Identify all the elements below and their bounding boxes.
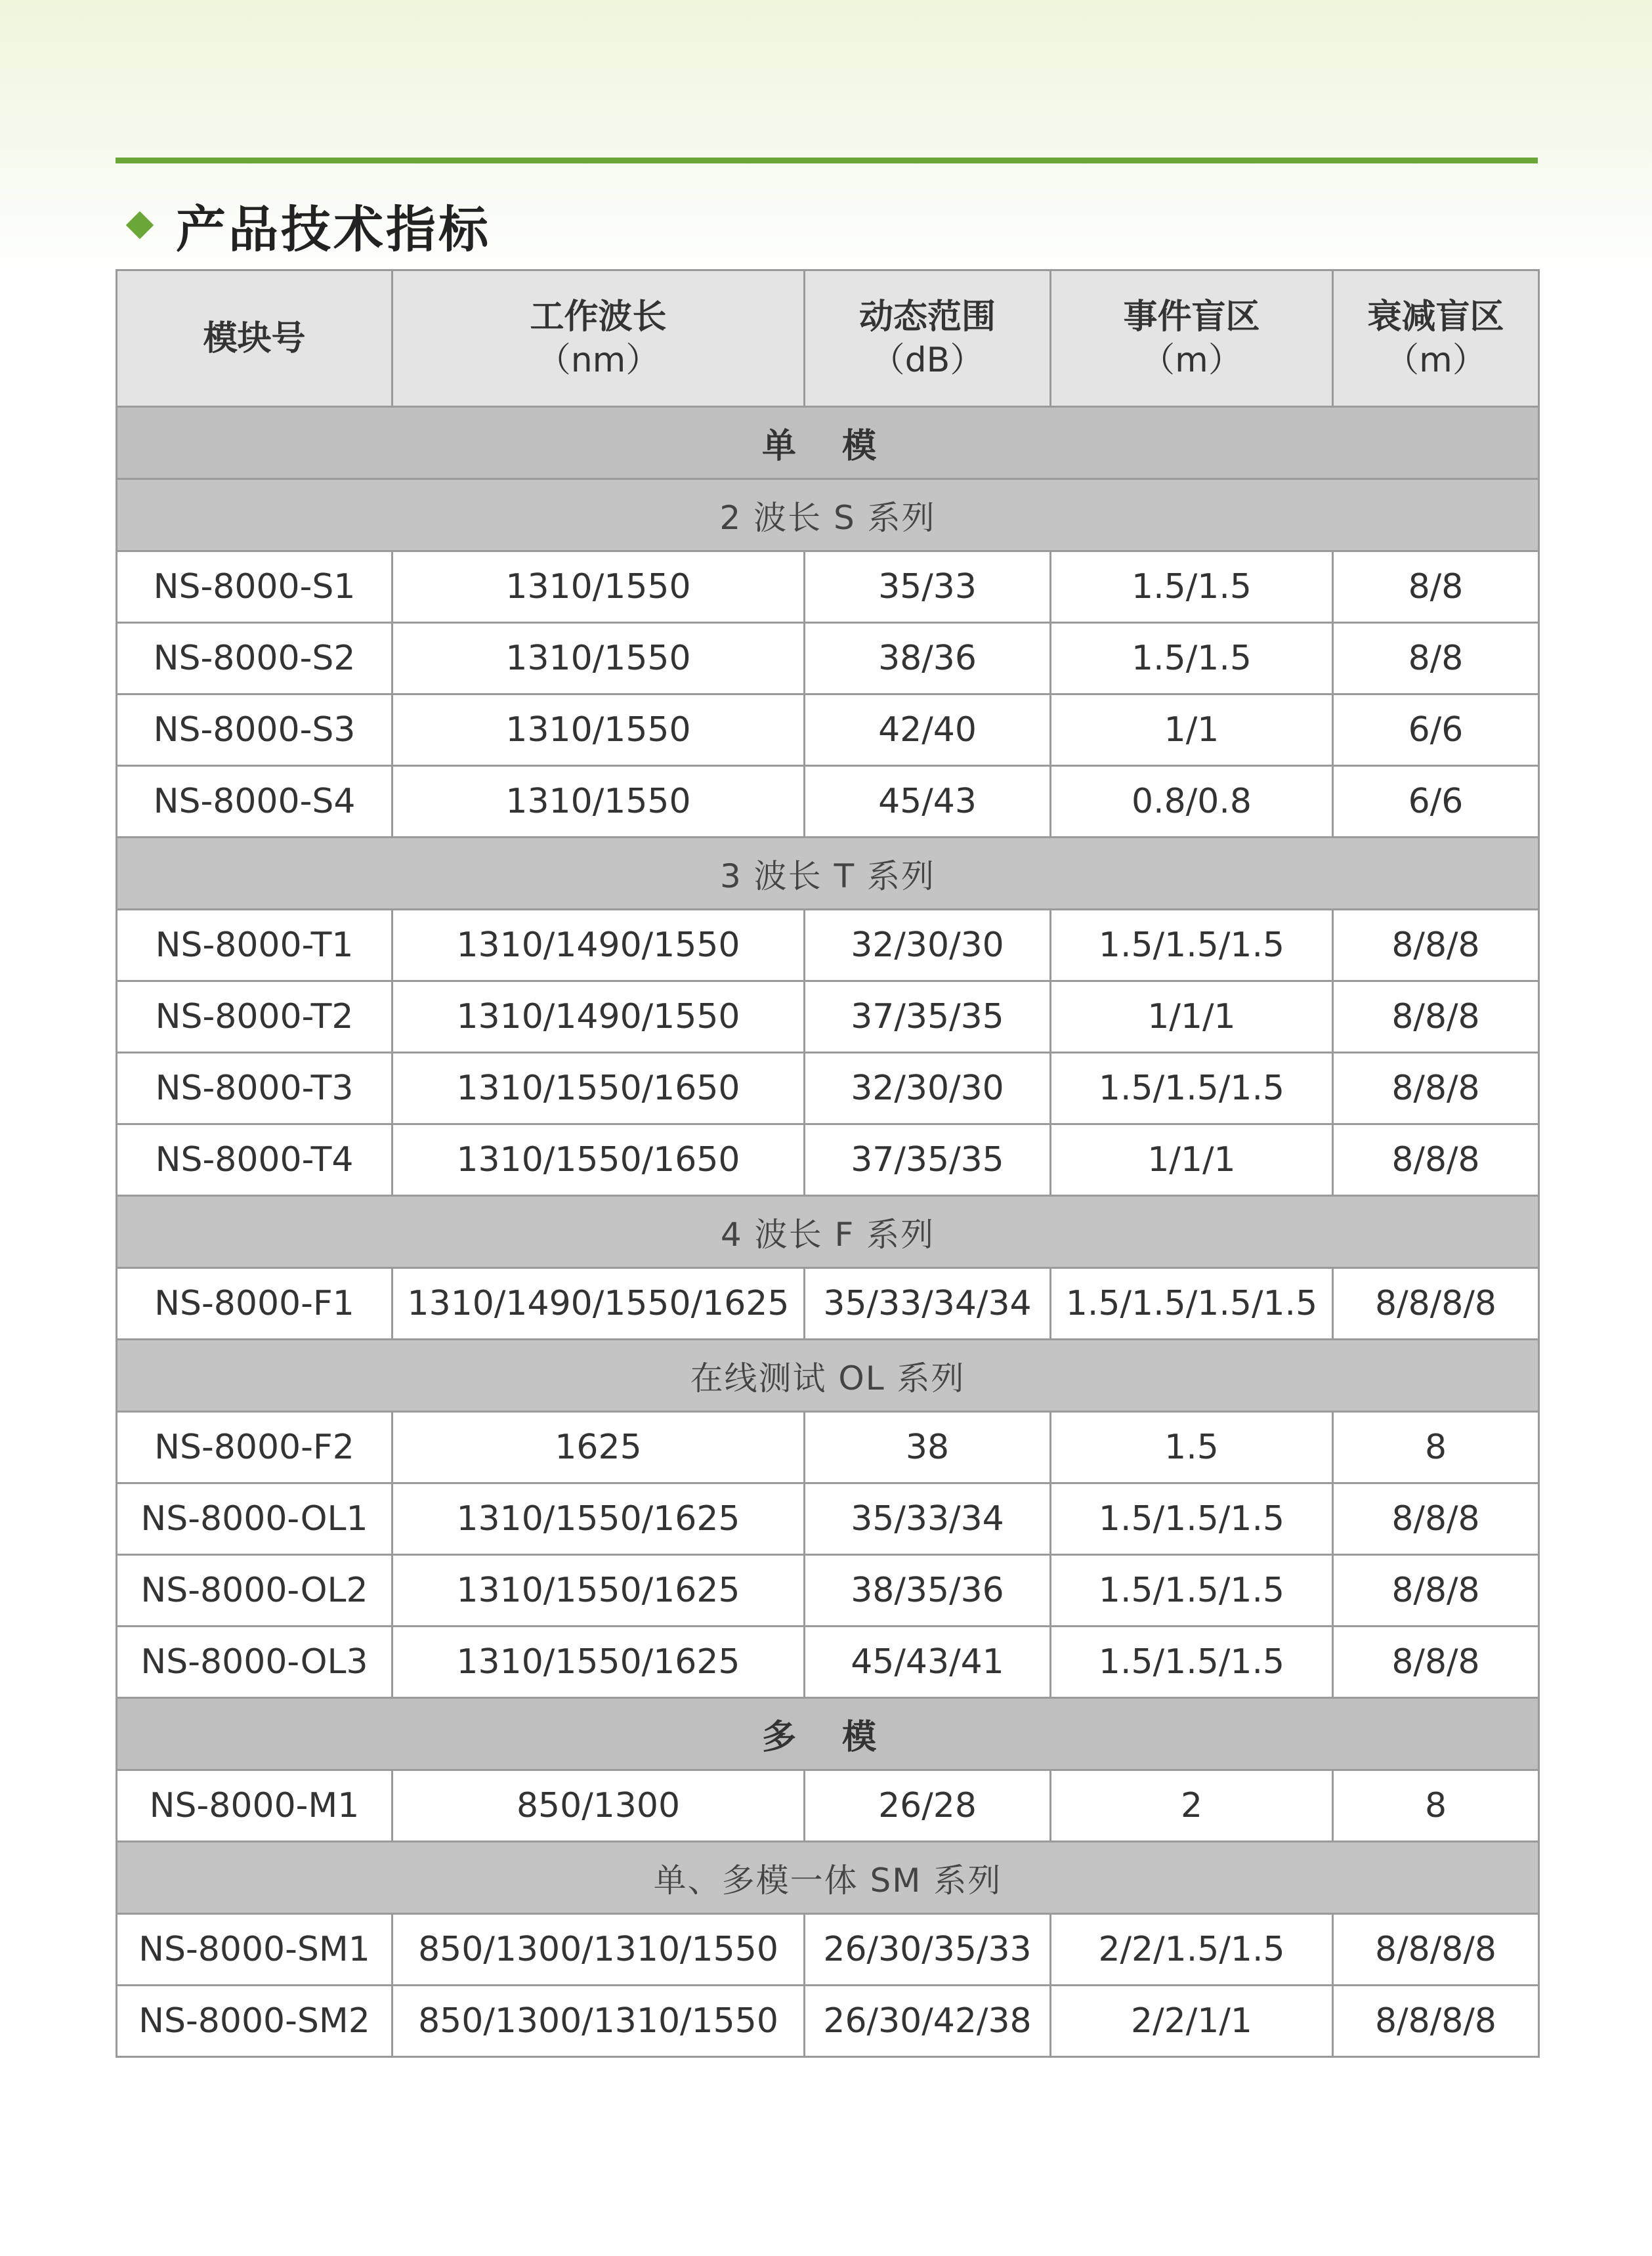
- cell-dynamic-range: 38/36: [805, 623, 1051, 694]
- cell-wavelength: 1625: [392, 1412, 805, 1483]
- cell-module: NS-8000-T1: [117, 910, 392, 981]
- cell-event-dead-zone: 2/2/1.5/1.5: [1051, 1914, 1333, 1986]
- cell-attenuation-dead-zone: 8/8: [1333, 623, 1539, 694]
- table-row: [117, 1412, 1539, 1483]
- col-header-wavelength: [392, 270, 805, 407]
- cell-module: NS-8000-OL1: [117, 1483, 392, 1555]
- cell-module: NS-8000-T2: [117, 981, 392, 1053]
- section-heading: [126, 189, 491, 261]
- category-row-multi-mode: [117, 1698, 1539, 1770]
- cell-attenuation-dead-zone: 8/8: [1333, 551, 1539, 623]
- cell-dynamic-range: 35/33/34/34: [805, 1268, 1051, 1340]
- table-row: [117, 766, 1539, 838]
- cell-wavelength: 1310/1550: [392, 766, 805, 838]
- cell-event-dead-zone: 1/1: [1051, 694, 1333, 766]
- spec-table: [116, 269, 1540, 2058]
- cell-attenuation-dead-zone: 8/8/8/8: [1333, 1268, 1539, 1340]
- col-label: 工作波长: [530, 297, 667, 337]
- cell-wavelength: 1310/1490/1550: [392, 910, 805, 981]
- cell-event-dead-zone: 1.5: [1051, 1412, 1333, 1483]
- table-row: [117, 551, 1539, 623]
- col-unit: （dB）: [870, 340, 985, 380]
- cell-module: NS-8000-OL3: [117, 1627, 392, 1698]
- cell-dynamic-range: 37/35/35: [805, 1124, 1051, 1196]
- cell-wavelength: 1310/1550/1625: [392, 1627, 805, 1698]
- cell-attenuation-dead-zone: 8/8/8/8: [1333, 1986, 1539, 2057]
- cell-module: NS-8000-F1: [117, 1268, 392, 1340]
- series-label: 4 波长 F 系列: [117, 1196, 1539, 1268]
- cell-event-dead-zone: 2: [1051, 1770, 1333, 1842]
- cell-module: NS-8000-M1: [117, 1770, 392, 1842]
- cell-module: NS-8000-SM1: [117, 1914, 392, 1986]
- series-row-f: [117, 1196, 1539, 1268]
- col-label: 衰减盲区: [1367, 297, 1504, 337]
- cell-attenuation-dead-zone: 8/8/8: [1333, 1627, 1539, 1698]
- cell-attenuation-dead-zone: 8/8/8: [1333, 1483, 1539, 1555]
- cell-module: NS-8000-S4: [117, 766, 392, 838]
- cell-attenuation-dead-zone: 8/8/8/8: [1333, 1914, 1539, 1986]
- series-row-s: [117, 479, 1539, 551]
- col-header-module: [117, 270, 392, 407]
- cell-dynamic-range: 45/43/41: [805, 1627, 1051, 1698]
- cell-wavelength: 1310/1550/1625: [392, 1555, 805, 1627]
- cell-attenuation-dead-zone: 8/8/8: [1333, 1053, 1539, 1124]
- table-row: [117, 981, 1539, 1053]
- table-row: [117, 1770, 1539, 1842]
- cell-dynamic-range: 35/33/34: [805, 1483, 1051, 1555]
- cell-event-dead-zone: 1.5/1.5: [1051, 623, 1333, 694]
- series-label: 在线测试 OL 系列: [117, 1340, 1539, 1412]
- cell-dynamic-range: 45/43: [805, 766, 1051, 838]
- cell-dynamic-range: 38/35/36: [805, 1555, 1051, 1627]
- cell-wavelength: 850/1300/1310/1550: [392, 1986, 805, 2057]
- cell-wavelength: 1310/1550: [392, 694, 805, 766]
- cell-attenuation-dead-zone: 8: [1333, 1412, 1539, 1483]
- cell-event-dead-zone: 1.5/1.5: [1051, 551, 1333, 623]
- col-unit: （nm）: [536, 340, 660, 380]
- cell-dynamic-range: 38: [805, 1412, 1051, 1483]
- cell-event-dead-zone: 0.8/0.8: [1051, 766, 1333, 838]
- cell-event-dead-zone: 1/1/1: [1051, 981, 1333, 1053]
- col-label: 事件盲区: [1123, 297, 1260, 337]
- cell-wavelength: 850/1300: [392, 1770, 805, 1842]
- series-label: 2 波长 S 系列: [117, 479, 1539, 551]
- table-row: [117, 1555, 1539, 1627]
- cell-wavelength: 1310/1550: [392, 551, 805, 623]
- top-divider: [116, 158, 1538, 163]
- table-row: [117, 1627, 1539, 1698]
- cell-attenuation-dead-zone: 8/8/8: [1333, 1555, 1539, 1627]
- cell-module: NS-8000-S1: [117, 551, 392, 623]
- cell-dynamic-range: 26/30/35/33: [805, 1914, 1051, 1986]
- cell-wavelength: 1310/1490/1550: [392, 981, 805, 1053]
- table-header-row: [117, 270, 1539, 407]
- cell-module: NS-8000-S2: [117, 623, 392, 694]
- table-row: [117, 1053, 1539, 1124]
- cell-event-dead-zone: 1.5/1.5/1.5: [1051, 1627, 1333, 1698]
- cell-attenuation-dead-zone: 8/8/8: [1333, 910, 1539, 981]
- cell-attenuation-dead-zone: 8/8/8: [1333, 1124, 1539, 1196]
- col-unit: （m）: [1141, 340, 1242, 380]
- cell-event-dead-zone: 1/1/1: [1051, 1124, 1333, 1196]
- cell-wavelength: 1310/1550/1650: [392, 1124, 805, 1196]
- table-row: [117, 694, 1539, 766]
- col-header-attenuation-dead-zone: [1333, 270, 1539, 407]
- cell-dynamic-range: 37/35/35: [805, 981, 1051, 1053]
- cell-wavelength: 1310/1550/1650: [392, 1053, 805, 1124]
- cell-attenuation-dead-zone: 8: [1333, 1770, 1539, 1842]
- cell-module: NS-8000-F2: [117, 1412, 392, 1483]
- table-row: [117, 623, 1539, 694]
- series-label: 单、多模一体 SM 系列: [117, 1842, 1539, 1914]
- cell-module: NS-8000-SM2: [117, 1986, 392, 2057]
- table-row: [117, 1483, 1539, 1555]
- category-label: 多 模: [117, 1698, 1539, 1770]
- cell-dynamic-range: 26/28: [805, 1770, 1051, 1842]
- cell-wavelength: 850/1300/1310/1550: [392, 1914, 805, 1986]
- table-row: [117, 1914, 1539, 1986]
- cell-event-dead-zone: 1.5/1.5/1.5/1.5: [1051, 1268, 1333, 1340]
- col-label: 动态范围: [858, 297, 996, 337]
- cell-module: NS-8000-S3: [117, 694, 392, 766]
- series-label: 3 波长 T 系列: [117, 838, 1539, 910]
- cell-attenuation-dead-zone: 8/8/8: [1333, 981, 1539, 1053]
- cell-dynamic-range: 32/30/30: [805, 1053, 1051, 1124]
- category-row-single-mode: [117, 407, 1539, 479]
- series-row-sm: [117, 1842, 1539, 1914]
- cell-dynamic-range: 35/33: [805, 551, 1051, 623]
- cell-wavelength: 1310/1490/1550/1625: [392, 1268, 805, 1340]
- table-row: [117, 1124, 1539, 1196]
- cell-attenuation-dead-zone: 6/6: [1333, 694, 1539, 766]
- col-label: 模块号: [203, 318, 306, 358]
- table-row: [117, 1268, 1539, 1340]
- cell-attenuation-dead-zone: 6/6: [1333, 766, 1539, 838]
- cell-event-dead-zone: 1.5/1.5/1.5: [1051, 910, 1333, 981]
- cell-module: NS-8000-T4: [117, 1124, 392, 1196]
- col-header-event-dead-zone: [1051, 270, 1333, 407]
- diamond-bullet-icon: [126, 211, 154, 239]
- table-row: [117, 910, 1539, 981]
- col-unit: （m）: [1385, 340, 1487, 380]
- col-header-dynamic-range: [805, 270, 1051, 407]
- cell-dynamic-range: 42/40: [805, 694, 1051, 766]
- category-label: 单 模: [117, 407, 1539, 479]
- table-row: [117, 1986, 1539, 2057]
- cell-wavelength: 1310/1550: [392, 623, 805, 694]
- series-row-t: [117, 838, 1539, 910]
- section-title: 产品技术指标: [176, 200, 491, 259]
- cell-event-dead-zone: 1.5/1.5/1.5: [1051, 1555, 1333, 1627]
- series-row-ol: [117, 1340, 1539, 1412]
- cell-module: NS-8000-OL2: [117, 1555, 392, 1627]
- cell-dynamic-range: 32/30/30: [805, 910, 1051, 981]
- cell-module: NS-8000-T3: [117, 1053, 392, 1124]
- cell-wavelength: 1310/1550/1625: [392, 1483, 805, 1555]
- cell-event-dead-zone: 1.5/1.5/1.5: [1051, 1053, 1333, 1124]
- cell-event-dead-zone: 2/2/1/1: [1051, 1986, 1333, 2057]
- cell-dynamic-range: 26/30/42/38: [805, 1986, 1051, 2057]
- cell-event-dead-zone: 1.5/1.5/1.5: [1051, 1483, 1333, 1555]
